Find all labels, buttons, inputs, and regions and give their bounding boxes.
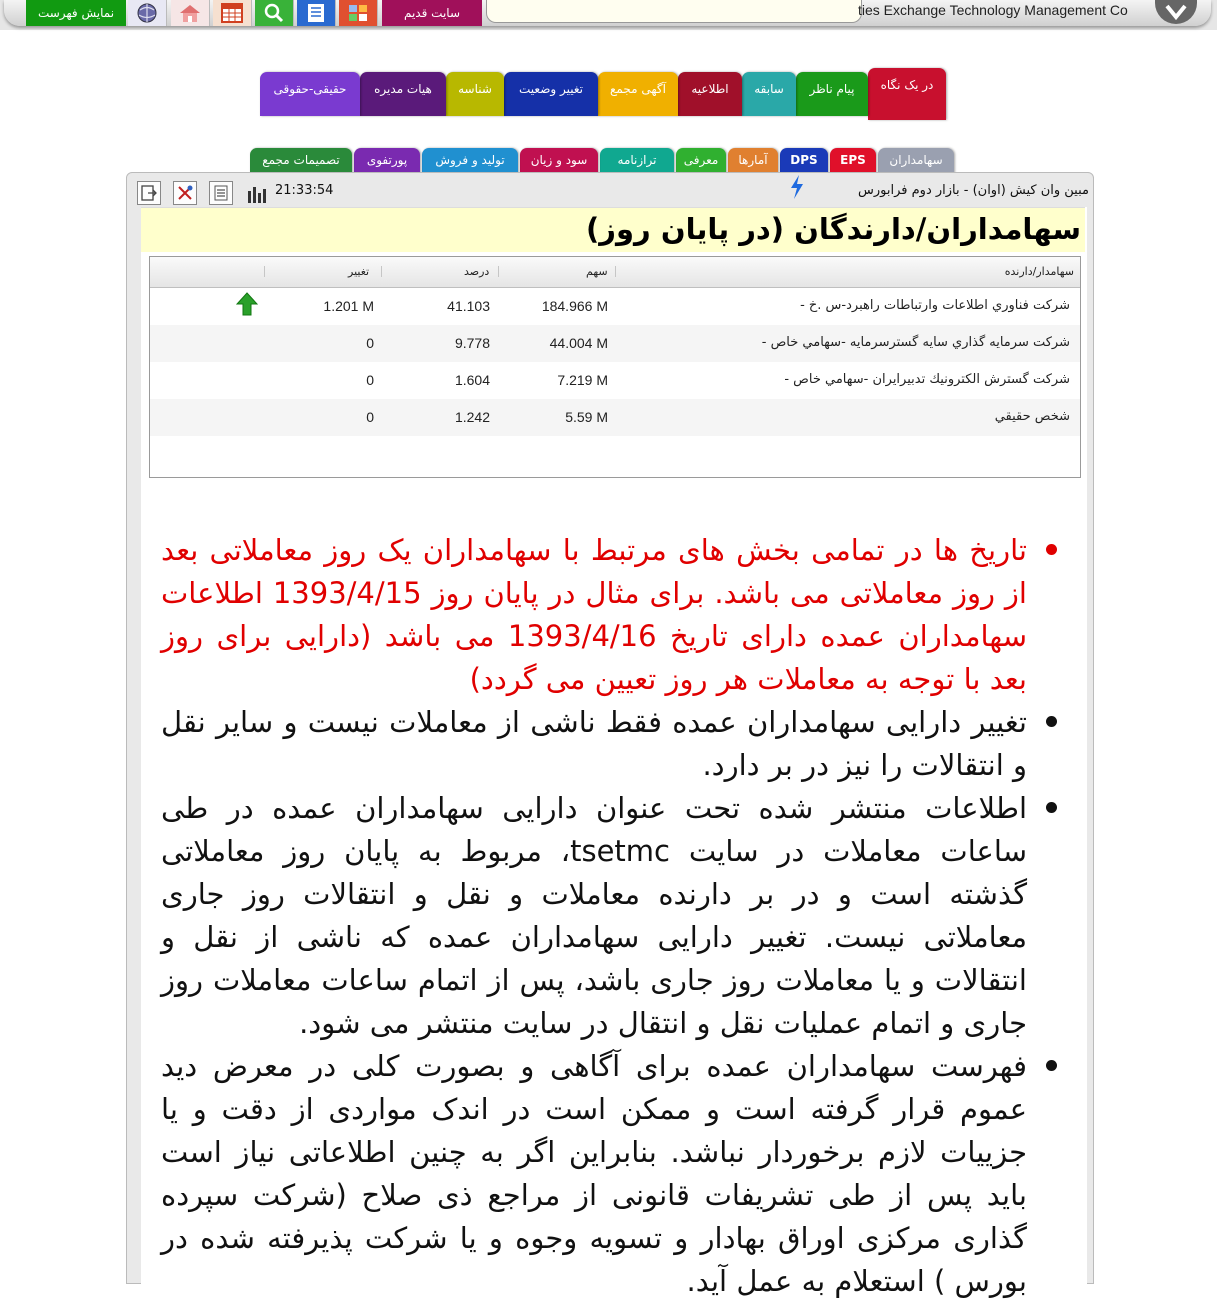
change-value: 0 [366,372,374,388]
tab-at-a-glance[interactable]: در یک نگاه [868,68,946,120]
old-site-button[interactable]: سایت قدیم [382,0,482,26]
note-item [161,701,1061,787]
tab-board[interactable]: هیات مدیره [360,72,446,116]
tab-assembly-decisions[interactable]: تصمیمات مجمع [250,148,352,176]
tab-introduction[interactable]: معرفی [676,148,726,176]
percent-value: 1.242 [454,409,490,425]
bullet-icon [1046,544,1057,555]
tab-status-change[interactable]: تغییر وضعیت [504,72,598,116]
shareholders-panel [126,172,1094,1298]
home-icon[interactable] [171,0,210,26]
calendar-icon[interactable] [213,0,252,26]
tab-balance-sheet[interactable]: ترازنامه [600,148,674,176]
note-text: فهرست سهامداران عمده برای آگاهی و بصورت کلی در معرض دید عموم قرار گرفته است و ممکن است در اندک مواردی از دقت و یا جزییات لازم برخوردار نباشد. بنابراین اگر به چنین اطلاعاتی نیاز است باید پس از طی تشریفات قانونی از مراجع ذی صلاح (شرکت سپرده گذاری مرکزی اوراق بهادار و تسویه وجوه و یا شرکت پذیرفته شده در بورس ) استعلام به عمل آید. [161,1049,1027,1298]
tools-icon[interactable] [173,181,197,205]
shareholders-table [149,256,1081,478]
note-text: اطلاعات منتشر شده تحت عنوان دارایی سهامداران عمده در طی ساعات معاملات در سایت tsetmc، مربوط به پایان روز معاملاتی گذشته است و در بر دارنده معاملات و نقل و انتقالات روز جاری معاملاتی نیست. تغییر دارایی سهامداران عمده که ناشی از نقل و انتقالات و یا معاملات روز جاری باشد، پس از اتمام ساعات معاملات روز جاری و اتمام عملیات نقل و انتقال در سایت منتشر می شود. [161,791,1027,1040]
percent-value: 9.778 [454,335,490,351]
bullet-icon [1046,716,1057,727]
percent-value: 1.604 [454,372,490,388]
column-separator[interactable] [381,266,382,277]
table-row[interactable] [150,288,1080,325]
shares-value: 44.004 M [549,335,608,351]
column-separator[interactable] [615,266,616,277]
column-separator[interactable] [498,266,499,277]
tab-statistics[interactable]: آمارها [728,148,778,176]
shares-value: 7.219 M [557,372,608,388]
holder-name: شخص حقيقي [994,409,1070,424]
section-title: سهامداران/دارندگان (در پایان روز) [586,212,1081,246]
column-shares[interactable]: سهم [586,265,608,278]
show-list-button[interactable]: نمایش فهرست [26,0,126,26]
note-text: تاریخ ها در تمامی بخش های مرتبط با سهامداران یک روز معاملاتی بعد از روز معاملاتی می باشد. برای مثال در پایان روز 1393/4/15 اطلاعات سهامداران عمده دارای تاریخ 1393/4/16 می باشد (دارایی برای روز بعد با توجه به معاملات هر روز تعیین می گردد) [161,533,1028,696]
change-value: 0 [366,409,374,425]
shares-value: 184.966 M [541,298,608,314]
instrument-title: مبین وان کیش (اوان) - بازار دوم فرابورس [858,183,1089,198]
tab-portfolio[interactable]: پورتفوی [354,148,420,176]
company-logo [1155,0,1197,24]
last-update-time: 21:33:54 [275,183,334,198]
holder-name: شرکت سرمايه گذاري سايه گسترسرمايه -سهامي خاص - [761,335,1070,350]
tab-history[interactable]: سابقه [742,72,796,116]
table-row[interactable] [150,325,1080,362]
note-item [161,529,1061,701]
note-text: تغییر دارایی سهامداران عمده فقط ناشی از معاملات نیست و سایر نقل و انتقالات را نیز در بر دارد. [161,705,1027,782]
export-icon[interactable] [137,181,161,205]
holder-name: شرکت فناوري اطلاعات وارتباطات راهبرد-س .خ - [800,298,1070,313]
table-row[interactable] [150,399,1080,436]
panel-content [141,207,1087,1298]
table-row[interactable] [150,362,1080,399]
tab-assembly-notice[interactable]: آگهی مجمع [598,72,678,116]
percent-value: 41.103 [447,298,490,314]
change-value: 0 [366,335,374,351]
arrow-up-icon [236,292,258,320]
note-item [161,787,1061,1045]
company-name: ties Exchange Technology Management Co [858,2,1128,18]
tab-shareholders[interactable]: سهامداران [878,148,954,176]
top-toolbar [0,0,1217,30]
bullet-icon [1046,1060,1057,1071]
table-header [150,257,1080,288]
tab-dps[interactable]: DPS [780,148,828,176]
column-holder[interactable]: سهامدار/دارنده [1004,265,1074,278]
section-header [141,207,1085,252]
note-item [161,1045,1061,1303]
bullet-icon [1046,802,1057,813]
search-box[interactable] [486,0,862,23]
change-value: 1.201 M [323,298,374,314]
tab-announcements[interactable]: اطلاعیه [678,72,742,116]
column-separator[interactable] [264,266,265,277]
tabs-row-primary [260,72,950,120]
tab-identifier[interactable]: شناسه [446,72,504,116]
panel-header [127,173,1093,207]
column-change[interactable]: تغییر [348,265,370,278]
book-icon[interactable] [297,0,336,26]
column-percent[interactable]: درصد [464,265,490,278]
tab-supervisor-message[interactable]: پیام ناظر [796,72,868,116]
notes-list [161,529,1061,1303]
globe-icon[interactable] [128,0,167,26]
search-icon[interactable] [255,0,294,26]
tab-profit-loss[interactable]: سود و زیان [520,148,598,176]
grid-icon[interactable] [339,0,378,26]
shares-value: 5.59 M [565,409,608,425]
tab-production-sales[interactable]: تولید و فروش [422,148,518,176]
list-icon[interactable] [209,181,233,205]
holder-name: شرکت گسترش الکترونيك تدبيرايران -سهامي خاص - [784,372,1070,387]
lightning-icon [789,175,805,203]
tab-eps[interactable]: EPS [830,148,876,176]
tab-real-legal[interactable]: حقیقی-حقوقی [260,72,360,116]
bar-chart-icon[interactable] [245,181,269,205]
